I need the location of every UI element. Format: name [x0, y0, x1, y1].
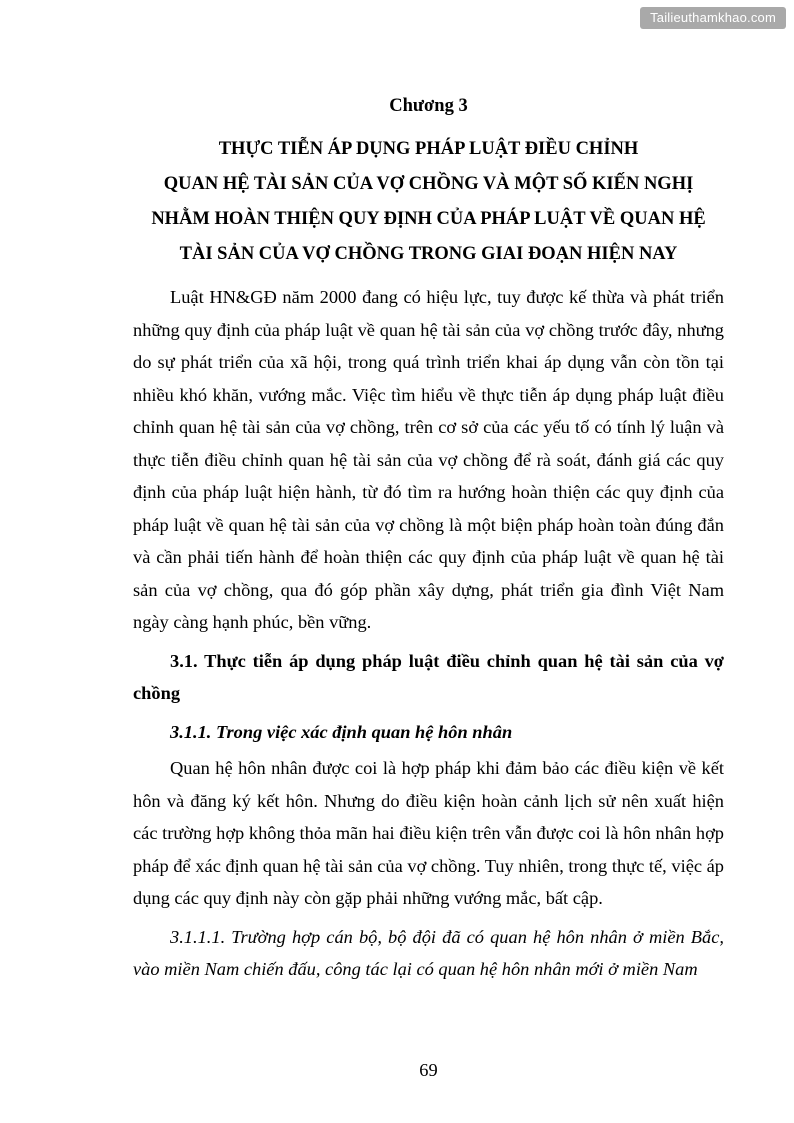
- chapter-heading: Chương 3: [389, 96, 468, 116]
- chapter-title-line-2: QUAN HỆ TÀI SẢN CỦA VỢ CHỒNG VÀ MỘT SỐ KIẾN NGHỊ: [163, 174, 694, 194]
- page-number: 69: [419, 1060, 438, 1080]
- chapter-title-line-1: THỰC TIỄN ÁP DỤNG PHÁP LUẬT ĐIỀU CHỈNH: [218, 139, 639, 159]
- paragraph-marriage-conditions: Quan hệ hôn nhân được coi là hợp pháp khi đảm bảo các điều kiện về kết hôn và đăng ký kết hôn. Nhưng do điều kiện hoàn cảnh lịch sử nên xuất hiện các trường hợp không thỏa mãn hai điều kiện trên vẫn được coi là hôn nhân hợp pháp để xác định quan hệ tài sản của vợ chồng. Tuy nhiên, trong thực tế, việc áp dụng các quy định này còn gặp phải những vướng mắc, bất cập.: [133, 758, 724, 908]
- chapter-title: [133, 132, 724, 272]
- section-heading-3-1-1: 3.1.1. Trong việc xác định quan hệ hôn nhân: [170, 721, 513, 742]
- chapter-title-line-4: TÀI SẢN CỦA VỢ CHỒNG TRONG GIAI ĐOẠN HIỆN NAY: [179, 244, 678, 264]
- paragraph-case-3-1-1-1: 3.1.1.1. Trường hợp cán bộ, bộ đội đã có quan hệ hôn nhân ở miền Bắc, vào miền Nam chiến đấu, công tác lại có quan hệ hôn nhân mới ở miền Nam: [133, 926, 724, 979]
- chapter-title-line-3: NHẰM HOÀN THIỆN QUY ĐỊNH CỦA PHÁP LUẬT VỀ QUAN HỆ: [151, 209, 706, 229]
- paragraph-intro: Luật HN&GĐ năm 2000 đang có hiệu lực, tuy được kế thừa và phát triển những quy định của pháp luật về quan hệ tài sản của vợ chồng trước đây, nhưng do sự phát triển của xã hội, trong quá trình triển khai áp dụng vẫn còn tồn tại nhiều khó khăn, vướng mắc. Việc tìm hiểu về thực tiễn áp dụng pháp luật điều chỉnh quan hệ tài sản của vợ chồng, trên cơ sở của các yếu tố có tính lý luận và thực tiễn điều chỉnh quan hệ tài sản của vợ chồng để rà soát, đánh giá các quy định của pháp luật hiện hành, từ đó tìm ra hướng hoàn thiện các quy định của pháp luật về quan hệ tài sản của vợ chồng là một biện pháp hoàn toàn đúng đắn và cần phải tiến hành để hoàn thiện các quy định của pháp luật về quan hệ tài sản của vợ chồng, qua đó góp phần xây dựng, phát triển gia đình Việt Nam ngày càng hạnh phúc, bền vững.: [133, 287, 724, 632]
- section-heading-3-1: 3.1. Thực tiễn áp dụng pháp luật điều chỉnh quan hệ tài sản của vợ chồng: [133, 650, 724, 703]
- watermark-badge: Tailieuthamkhao.com: [640, 7, 786, 29]
